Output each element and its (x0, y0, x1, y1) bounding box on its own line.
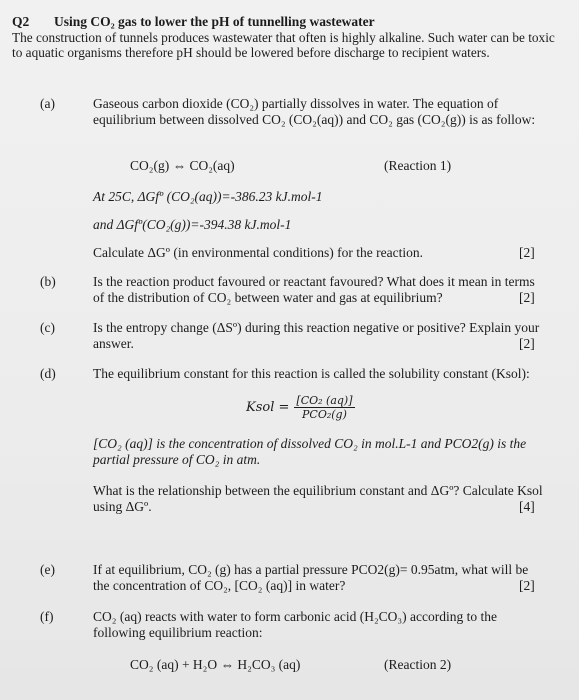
question-number: Q2 (12, 14, 30, 29)
ksol-denominator: PCO₂(g) (302, 408, 347, 421)
part-d-label: (d) (40, 366, 56, 381)
part-c-marks: [2] (519, 336, 535, 351)
part-a-equation: CO₂(g) ⇔ CO₂(aq) (130, 158, 235, 173)
part-c-text: Is the entropy change (ΔSº) during this reaction negative or positive? Explain your answer. (93, 320, 540, 351)
part-a-task: Calculate ΔGº (in environmental conditions) for the reaction. (93, 245, 424, 260)
part-a-label: (a) (40, 96, 55, 111)
part-a-data-2: and ΔGfº(CO₂(g))=-394.38 kJ.mol-1 (93, 217, 292, 232)
part-a-marks: [2] (519, 245, 535, 260)
part-f-reaction-label: (Reaction 2) (384, 657, 452, 672)
part-f-label: (f) (40, 609, 54, 624)
part-e-marks: [2] (519, 578, 535, 593)
part-f-text: CO₂ (aq) reacts with water to form carbonic acid (H₂CO₃) according to the following equilibrium reaction: (93, 609, 497, 640)
part-d-text: The equilibrium constant for this reaction is called the solubility constant (Ksol): (93, 366, 530, 381)
question-title: Using CO₂ gas to lower the pH of tunnelling wastewater (54, 14, 375, 29)
part-d-task: What is the relationship between the equilibrium constant and ΔGº? Calculate Ksol using ΔGº. (93, 483, 543, 514)
part-a-data-1: At 25C, ΔGfº (CO₂(aq))=-386.23 kJ.mol-1 (93, 189, 323, 204)
ksol-lhs: Ksol = (246, 400, 290, 415)
ksol-fraction (294, 394, 354, 421)
ksol-numerator: [CO₂ (aq)] (296, 394, 353, 407)
part-b-text: Is the reaction product favoured or reactant favoured? What does it mean in terms of the distribution of CO₂ between water and gas at equilibrium? (93, 274, 535, 305)
part-d-marks: [4] (519, 499, 535, 514)
part-e-text: If at equilibrium, CO₂ (g) has a partial pressure PCO2(g)= 0.95atm, what will be the concentration of CO₂, [CO₂ (aq)] in water? (93, 562, 529, 593)
part-e-label: (e) (40, 562, 55, 577)
part-b-marks: [2] (519, 290, 535, 305)
part-f-equation: CO₂ (aq) + H₂O ⇔ H₂CO₃ (aq) (130, 657, 301, 672)
part-a-text: Gaseous carbon dioxide (CO₂) partially dissolves in water. The equation of equilibrium between dissolved CO₂ (CO₂(aq)) and CO₂ gas (CO₂(g)) is as follow: (93, 96, 536, 127)
ksol-equation (246, 394, 355, 421)
question-intro: The construction of tunnels produces wastewater that often is highly alkaline. Such water can be toxic to aquatic organisms therefore pH should be lowered before discharge to recipient waters. (12, 30, 555, 60)
part-d-note: [CO₂ (aq)] is the concentration of dissolved CO₂ in mol.L-1 and PCO2(g) is the partial pressure of CO₂ in atm. (93, 436, 527, 467)
part-a-reaction-label: (Reaction 1) (384, 158, 452, 173)
part-b-label: (b) (40, 274, 56, 289)
part-c-label: (c) (40, 320, 55, 335)
